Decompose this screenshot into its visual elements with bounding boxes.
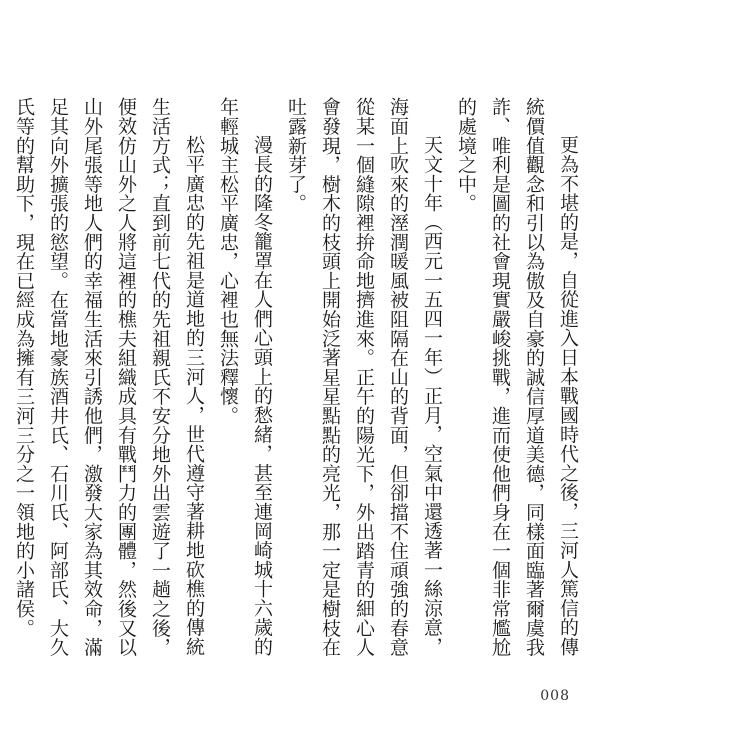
paragraph-2: 天文十年（西元一五四一年）正月，空氣中還透著一絲涼意，海面上吹來的溼潤暖風被阻隔在山的背面，但卻擋不住頑強的春意從某一個縫隙裡拚命地擠進來。正午的陽光下，外出踏青的細心人會發現，樹木的枝頭上開始泛著星星點點的亮光，那一定是樹枝在吐露新芽了。: [285, 97, 443, 657]
paragraph-1: 更為不堪的是，自從進入日本戰國時代之後，三河人篤信的傳統價值觀念和引以為傲及自豪的誠信厚道美德，同樣面臨著爾虞我詐、唯利是圖的社會現實嚴峻挑戰，進而使他們身在一個非常尷尬的處境之中。: [455, 97, 579, 657]
body-text: [7, 97, 585, 657]
paragraph-3: 漫長的隆冬籠罩在人們心頭上的愁緒，甚至連岡崎城十六歲的年輕城主松平廣忠，心裡也無法釋懷。: [217, 97, 273, 657]
paragraph-4: 松平廣忠的先祖是道地的三河人，世代遵守著耕地砍樵的傳統生活方式；直到前七代的先祖親氏不安分地外出雲遊了一趟之後，便效仿山外之人將這裡的樵夫組織成具有戰鬥力的團體，然後又以山外尾張等地人們的幸福生活來引誘他們，激發大家為其效命，滿足其向外擴張的慾望。在當地豪族酒井氏、石川氏、阿部氏、大久氏等的幫助下，現在已經成為擁有三河三分之一領地的小諸侯。: [13, 97, 205, 657]
page-number: 008: [540, 688, 570, 704]
